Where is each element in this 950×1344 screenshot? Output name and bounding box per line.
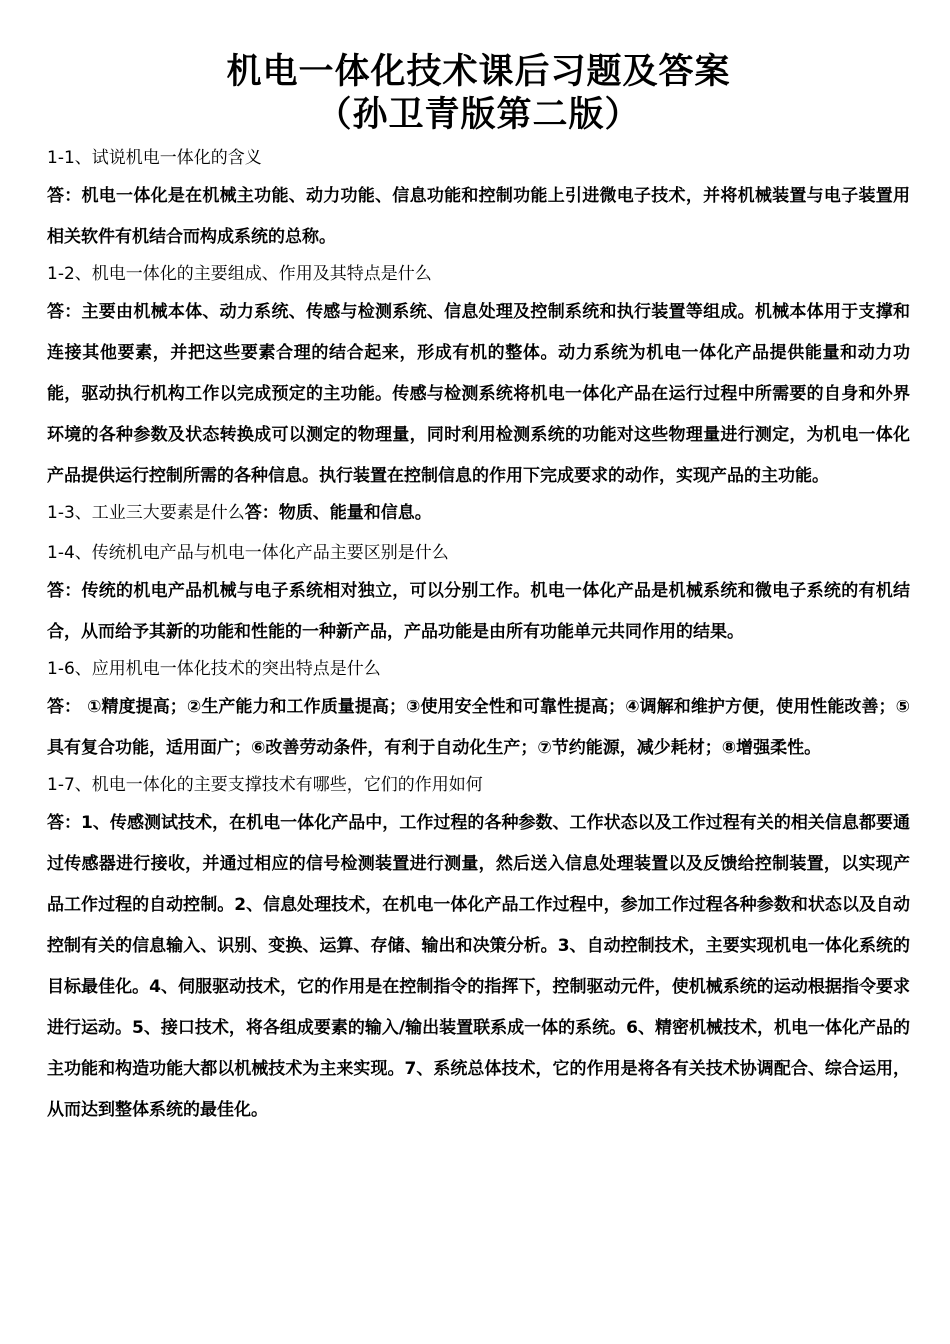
question-1-3-text: 1-3、工业三大要素是什么 xyxy=(47,503,245,523)
answer-1-6: 答： ①精度提高；②生产能力和工作质量提高；③使用安全性和可靠性提高；④调解和维护方便，使用性能改善；⑤具有复合功能，适用面广；⑥改善劳动条件，有利于自动化生产；⑦节约能源，减少耗材；⑧增强柔性。 xyxy=(47,697,910,758)
answer-1-2: 答：主要由机械本体、动力系统、传感与检测系统、信息处理及控制系统和执行装置等组成。机械本体用于支撑和连接其他要素，并把这些要素合理的结合起来，形成有机的整体。动力系统为机电一体化产品提供能量和动力功能，驱动执行机构工作以完成预定的主功能。传感与检测系统将机电一体化产品在运行过程中所需要的自身和外界环境的各种参数及状态转换成可以测定的物理量，同时利用检测系统的功能对这些物理量进行测定，为机电一体化产品提供运行控制所需的各种信息。执行装置在控制信息的作用下完成要求的动作，实现产品的主功能。 xyxy=(47,302,910,486)
answer-1-4: 答：传统的机电产品机械与电子系统相对独立，可以分别工作。机电一体化产品是机械系统和微电子系统的有机结合，从而给予其新的功能和性能的一种新产品，产品功能是由所有功能单元共同作用的结果。 xyxy=(47,581,910,642)
question-1-4: 1-4、传统机电产品与机电一体化产品主要区别是什么 xyxy=(47,543,449,563)
question-1-7: 1-7、机电一体化的主要支撑技术有哪些，它们的作用如何 xyxy=(47,775,483,795)
answer-1-3: 答：物质、能量和信息。 xyxy=(244,503,432,523)
question-1-3 xyxy=(47,501,910,525)
answer-1-7: 答：1、传感测试技术，在机电一体化产品中，工作过程的各种参数、工作状态以及工作过程有关的相关信息都要通过传感器进行接收，并通过相应的信号检测装置进行测量，然后送入信息处理装置以及反馈给控制装置，以实现产品工作过程的自动控制。2、信息处理技术，在机电一体化产品工作过程中，参加工作过程各种参数和状态以及自动控制有关的信息输入、识别、变换、运算、存储、输出和决策分析。3、自动控制技术，主要实现机电一体化系统的目标最佳化。4、伺服驱动技术，它的作用是在控制指令的指挥下，控制驱动元件，使机械系统的运动根据指令要求进行运动。5、接口技术，将各组成要素的输入/输出装置联系成一体的系统。6、精密机械技术，机电一体化产品的主功能和构造功能大都以机械技术为主来实现。7、系统总体技术，它的作用是将各有关技术协调配合、综合运用，从而达到整体系统的最佳化。 xyxy=(47,813,910,1120)
document-subtitle: （孙卫青版第二版） xyxy=(316,94,641,135)
question-1-1: 1-1、试说机电一体化的含义 xyxy=(47,148,262,168)
document-title: 机电一体化技术课后习题及答案 xyxy=(226,51,731,92)
question-1-2: 1-2、机电一体化的主要组成、作用及其特点是什么 xyxy=(47,264,432,284)
question-1-6: 1-6、应用机电一体化技术的突出特点是什么 xyxy=(47,659,381,679)
answer-1-1: 答：机电一体化是在机械主功能、动力功能、信息功能和控制功能上引进微电子技术，并将机械装置与电子装置用相关软件有机结合而构成系统的总称。 xyxy=(47,186,910,247)
